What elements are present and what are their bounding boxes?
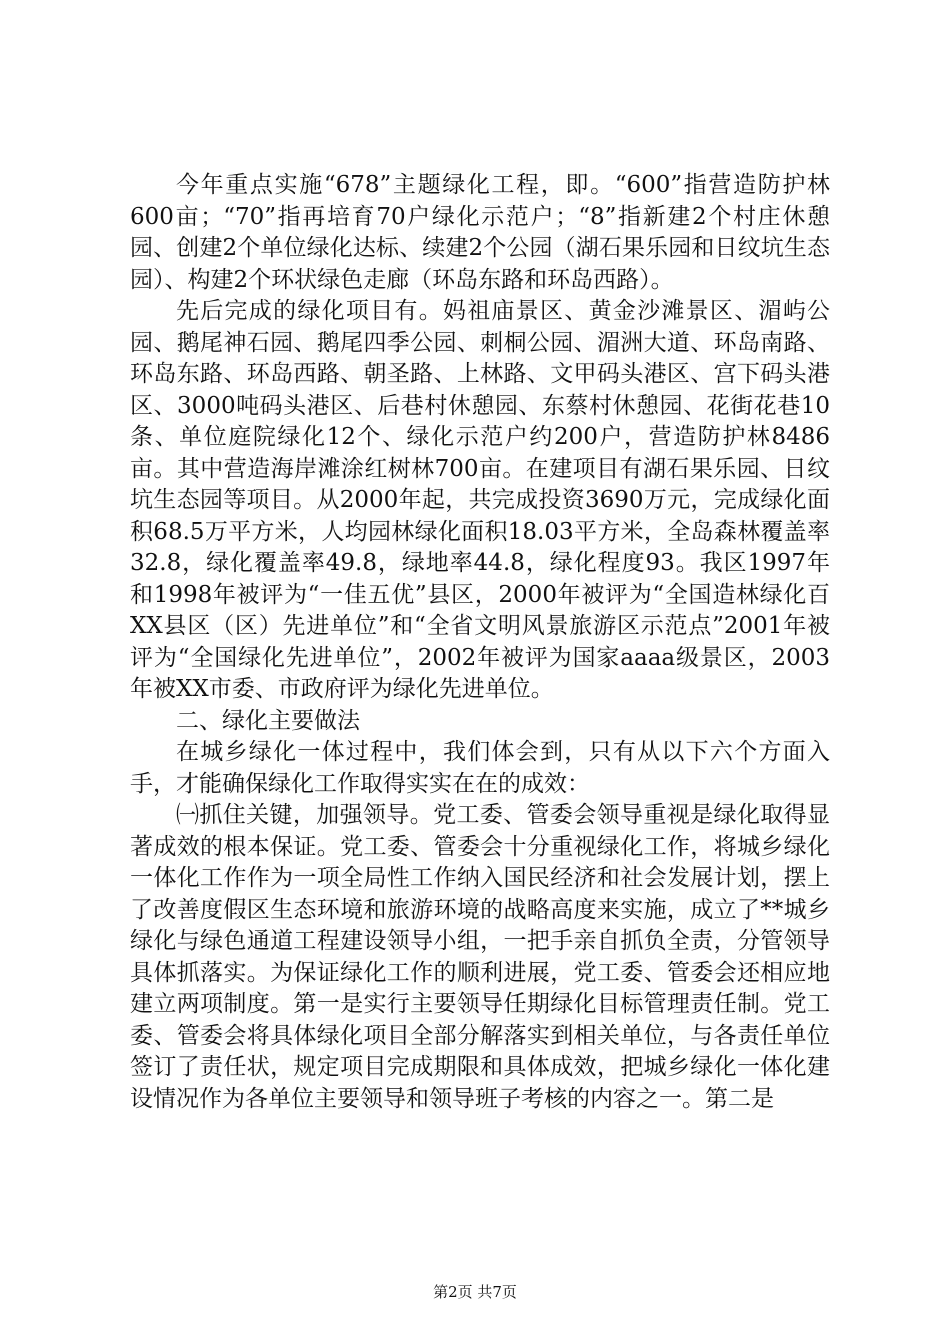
page-footer: 第2页 共7页	[433, 1283, 517, 1301]
paragraph-completed-projects: 先后完成的绿化项目有。妈祖庙景区、黄金沙滩景区、湄屿公园、鹅尾神石园、鹅尾四季公园、刺桐公园、湄洲大道、环岛南路、环岛东路、环岛西路、朝圣路、上林路、文甲码头港区、宫下码头港区、3000吨码头港区、后巷村休憩园、东蔡村休憩园、花街花巷10条、单位庭院绿化12个、绿化示范户约200户，营造防护林8486亩。其中营造海岸滩涂红树林700亩。在建项目有湖石果乐园、日纹坑生态园等项目。从2000年起，共完成投资3690万元，完成绿化面积68.5万平方米，人均园林绿化面积18.03平方米，全岛森林覆盖率32.8，绿化覆盖率49.8，绿地率44.8，绿化程度93。我区1997年和1998年被评为“一佳五优”县区，2000年被评为“全国造林绿化百XX县区（区）先进单位”和“全省文明风景旅游区示范点”2001年被评为“全国绿化先进单位”，2002年被评为国家aaaa级景区，2003年被XX市委、市政府评为绿化先进单位。	[130, 298, 830, 702]
paragraph-678-project: 今年重点实施“678”主题绿化工程，即。“600”指营造防护林600亩；“70”指再培育70户绿化示范户；“8”指新建2个村庄休憩园、创建2个单位绿化达标、续建2个公园（湖石果乐园和日纹坑生态园）、构建2个环状绿色走廊（环岛东路和环岛西路）。	[130, 172, 830, 293]
section-heading: 二、绿化主要做法	[176, 707, 360, 734]
paragraph-intro: 在城乡绿化一体过程中，我们体会到，只有从以下六个方面入手，才能确保绿化工作取得实实在在的成效：	[130, 739, 830, 797]
paragraph-leadership: ㈠抓住关键，加强领导。党工委、管委会领导重视是绿化取得显著成效的根本保证。党工委、管委会十分重视绿化工作，将城乡绿化一体化工作作为一项全局性工作纳入国民经济和社会发展计划，摆上了改善度假区生态环境和旅游环境的战略高度来实施，成立了**城乡绿化与绿色通道工程建设领导小组，一把手亲自抓负全责，分管领导具体抓落实。为保证绿化工作的顺利进展，党工委、管委会还相应地建立两项制度。第一是实行主要领导任期绿化目标管理责任制。党工委、管委会将具体绿化项目全部分解落实到相关单位，与各责任单位签订了责任状，规定项目完成期限和具体成效，把城乡绿化一体化建设情况作为各单位主要领导和领导班子考核的内容之一。第二是	[130, 802, 830, 1112]
document-body	[130, 170, 830, 1115]
